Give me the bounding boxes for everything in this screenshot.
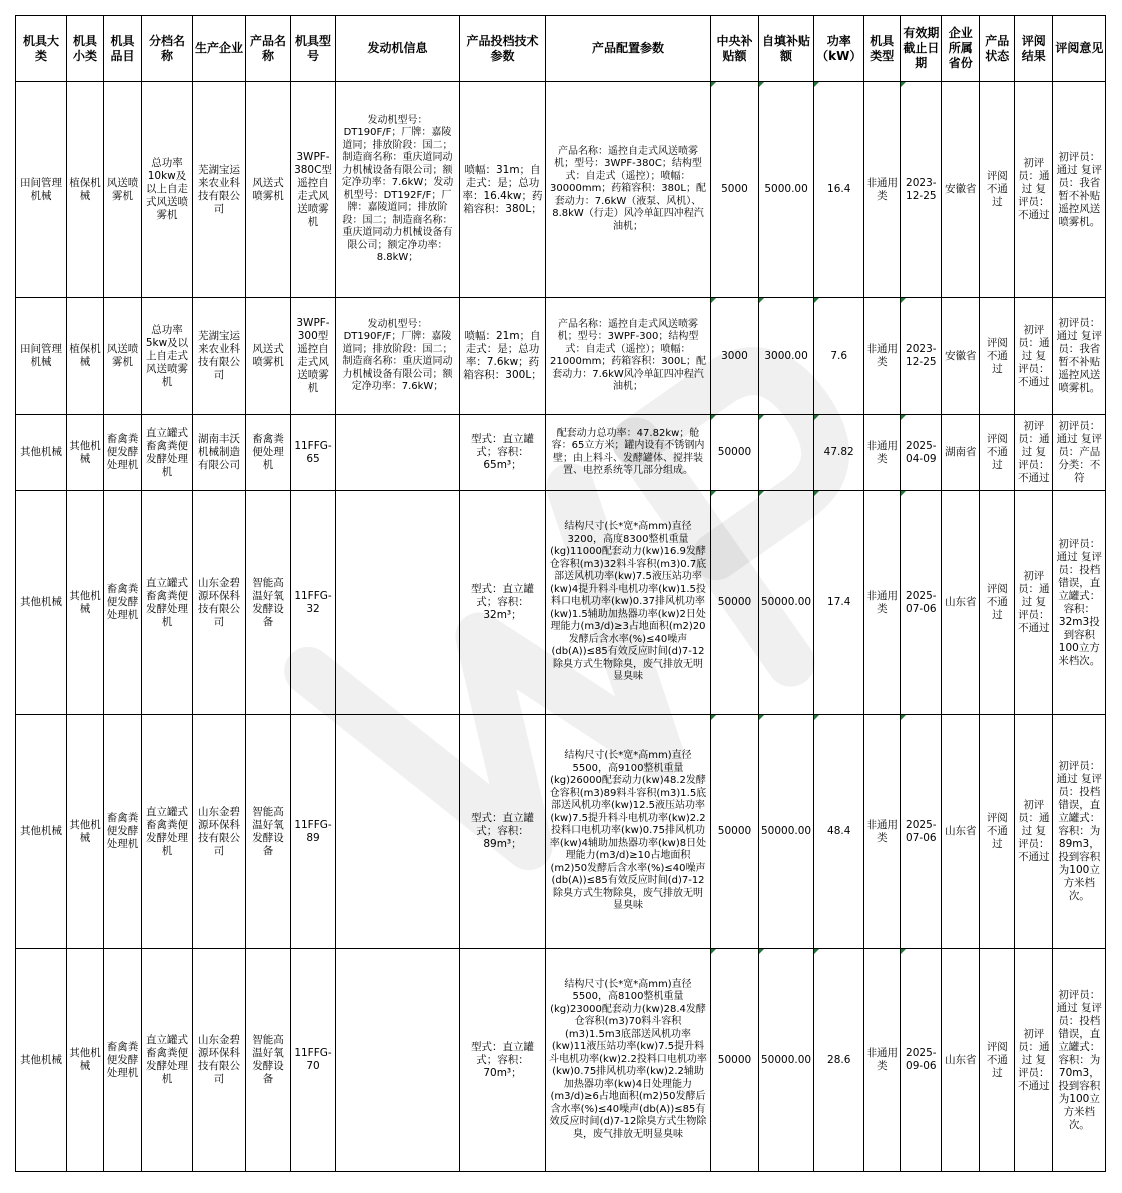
category-cell: 其他机械	[16, 491, 67, 715]
self-subsidy-cell: 50000.00	[759, 491, 814, 715]
manufacturer-cell: 山东金碧源环保科技有限公司	[193, 715, 246, 949]
header-cell: 功率（kW）	[814, 16, 864, 82]
tier-cell: 直立罐式畜禽粪便发酵处理机	[142, 715, 193, 949]
header-cell: 机具型号	[291, 16, 336, 82]
product-cell: 风送式喷雾机	[246, 82, 291, 298]
type-cell: 非通用类	[864, 949, 901, 1172]
header-cell: 产品状态	[980, 16, 1015, 82]
table-row	[16, 298, 1106, 415]
tier-cell: 直立罐式畜禽粪便发酵处理机	[142, 491, 193, 715]
status-cell: 评阅不通过	[980, 715, 1015, 949]
result-cell: 初评员：通过 复评员：不通过	[1015, 298, 1053, 415]
header-cell: 机具品目	[104, 16, 142, 82]
expiry-cell: 2023-12-25	[901, 298, 942, 415]
subcategory-cell: 其他机械	[67, 491, 104, 715]
model-cell: 3WPF-380C型遥控自走式风送喷雾机	[291, 82, 336, 298]
product-cell: 风送式喷雾机	[246, 298, 291, 415]
status-cell: 评阅不通过	[980, 949, 1015, 1172]
type-cell: 非通用类	[864, 415, 901, 491]
central-subsidy-cell: 50000	[711, 949, 759, 1172]
table-row	[16, 82, 1106, 298]
self-subsidy-cell: 50000.00	[759, 949, 814, 1172]
self-subsidy-cell: 3000.00	[759, 298, 814, 415]
manufacturer-cell: 湖南丰沃机械制造有限公司	[193, 415, 246, 491]
self-subsidy-cell: 5000.00	[759, 82, 814, 298]
category-cell: 其他机械	[16, 715, 67, 949]
central-subsidy-cell: 50000	[711, 715, 759, 949]
header-cell: 中央补贴额	[711, 16, 759, 82]
manufacturer-cell: 芜湖宝运来农业科技有限公司	[193, 82, 246, 298]
central-subsidy-cell: 5000	[711, 82, 759, 298]
model-cell: 3WPF-300型遥控自走式风送喷雾机	[291, 298, 336, 415]
power-cell: 28.6	[814, 949, 864, 1172]
item-cell: 畜禽粪便发酵处理机	[104, 415, 142, 491]
tech-params-cell: 喷幅：21m；自走式：是；总功率：7.6kw；药箱容积：300L；	[460, 298, 546, 415]
header-cell: 有效期截止日期	[901, 16, 942, 82]
status-cell: 评阅不通过	[980, 298, 1015, 415]
result-cell: 初评员：通过 复评员：不通过	[1015, 715, 1053, 949]
province-cell: 湖南省	[942, 415, 980, 491]
opinion-cell: 初评员：通过 复评员：投档错误，直立罐式：容积：为89m3，投到容积为100立方米档次。	[1053, 715, 1106, 949]
opinion-cell: 初评员：通过 复评员：我省暂不补贴遥控风送喷雾机。	[1053, 82, 1106, 298]
subcategory-cell: 植保机械	[67, 82, 104, 298]
product-cell: 智能高温好氧发酵设备	[246, 715, 291, 949]
tech-params-cell: 喷幅：31m；自走式：是；总功率：16.4kw；药箱容积：380L；	[460, 82, 546, 298]
model-cell: 11FFG-32	[291, 491, 336, 715]
tech-params-cell: 型式：直立罐式；容积：89m³；	[460, 715, 546, 949]
item-cell: 风送喷雾机	[104, 82, 142, 298]
province-cell: 山东省	[942, 949, 980, 1172]
header-cell: 自填补贴额	[759, 16, 814, 82]
opinion-cell: 初评员：通过 复评员：我省暂不补贴遥控风送喷雾机。	[1053, 298, 1106, 415]
engine-cell: 发动机型号：DT190F/F；厂牌：嘉陵道同；排放阶段：国二；制造商名称：重庆道同动力机械设备有限公司；额定净功率：7.6kW；	[336, 298, 460, 415]
type-cell: 非通用类	[864, 82, 901, 298]
power-cell: 7.6	[814, 298, 864, 415]
status-cell: 评阅不通过	[980, 491, 1015, 715]
config-params-cell: 结构尺寸(长*宽*高mm)直径5500，高8100整机重量(kg)23000配套动力(kw)28.4发酵仓容积(m3)70料斗容积(m3)1.5m3底部送风机功率(kw)11液压站功率(kw)7.5提升料斗电机功率(kw)2.2投料口电机功率(kw)0.75排风机功率(kw)2.2辅助加热器功率(kw)4日处理能力(m3/d)≥6占地面积(m2)50发酵后含水率(%)≤40噪声(db(A))≤85有效反应时间(d)7-12除臭方式生物除臭，废气排放无明显臭味	[546, 949, 711, 1172]
status-cell: 评阅不通过	[980, 82, 1015, 298]
expiry-cell: 2025-07-06	[901, 491, 942, 715]
header-cell: 企业所属省份	[942, 16, 980, 82]
province-cell: 安徽省	[942, 298, 980, 415]
subcategory-cell: 其他机械	[67, 715, 104, 949]
type-cell: 非通用类	[864, 298, 901, 415]
header-cell: 评阅意见	[1053, 16, 1106, 82]
expiry-cell: 2025-07-06	[901, 715, 942, 949]
province-cell: 安徽省	[942, 82, 980, 298]
tier-cell: 直立罐式畜禽粪便发酵处理机	[142, 415, 193, 491]
engine-cell	[336, 491, 460, 715]
table-row	[16, 949, 1106, 1172]
result-cell: 初评员：通过 复评员：不通过	[1015, 949, 1053, 1172]
manufacturer-cell: 芜湖宝运来农业科技有限公司	[193, 298, 246, 415]
tech-params-cell: 型式：直立罐式；容积：65m³；	[460, 415, 546, 491]
result-cell: 初评员：通过 复评员：不通过	[1015, 82, 1053, 298]
product-cell: 智能高温好氧发酵设备	[246, 949, 291, 1172]
review-table	[15, 15, 1106, 1172]
header-cell: 分档名称	[142, 16, 193, 82]
engine-cell: 发动机型号：DT190F/F；厂牌：嘉陵道同；排放阶段：国二；制造商名称：重庆道同动力机械设备有限公司；额定净功率：7.6kW；发动机型号：DT192F/F；厂牌：嘉陵道同；排放阶段：国二；制造商名称：重庆道同动力机械设备有限公司；额定净功率：8.8kW；	[336, 82, 460, 298]
category-cell: 田间管理机械	[16, 82, 67, 298]
item-cell: 风送喷雾机	[104, 298, 142, 415]
header-cell: 生产企业	[193, 16, 246, 82]
self-subsidy-cell	[759, 415, 814, 491]
category-cell: 田间管理机械	[16, 298, 67, 415]
header-cell: 发动机信息	[336, 16, 460, 82]
central-subsidy-cell: 50000	[711, 491, 759, 715]
product-cell: 智能高温好氧发酵设备	[246, 491, 291, 715]
config-params-cell: 配套动力总功率：47.82kw；舱容：65立方米；罐内设有不锈钢内壁；由上料斗、发酵罐体、搅拌装置、电控系统等几部分组成。	[546, 415, 711, 491]
category-cell: 其他机械	[16, 949, 67, 1172]
item-cell: 畜禽粪便发酵处理机	[104, 715, 142, 949]
model-cell: 11FFG-89	[291, 715, 336, 949]
config-params-cell: 结构尺寸(长*宽*高mm)直径3200，高度8300整机重量(kg)11000配套动力(kw)16.9发酵仓容积(m3)32料斗容积(m3)0.7底部送风机功率(kw)7.5液压站功率(kw)4提升料斗电机功率(kw)1.5投料口电机功率(kw)0.37排风机功率(kw)1.5辅助加热器功率(kw)2日处理能力(m3/d)≥3占地面积(m2)20发酵后含水率(%)≤40噪声(db(A))≤85有效反应时间(d)7-12除臭方式生物除臭，废气排放无明显臭味	[546, 491, 711, 715]
header-cell: 产品名称	[246, 16, 291, 82]
table-row	[16, 491, 1106, 715]
config-params-cell: 产品名称：遥控自走式风送喷雾机；型号：3WPF-300；结构型式：自走式（遥控）；喷幅：21000mm；药箱容积：300L；配套动力：7.6kW风冷单缸四冲程汽油机；	[546, 298, 711, 415]
power-cell: 16.4	[814, 82, 864, 298]
engine-cell	[336, 415, 460, 491]
item-cell: 畜禽粪便发酵处理机	[104, 949, 142, 1172]
subcategory-cell: 植保机械	[67, 298, 104, 415]
power-cell: 48.4	[814, 715, 864, 949]
central-subsidy-cell: 3000	[711, 298, 759, 415]
header-cell: 机具大类	[16, 16, 67, 82]
opinion-cell: 初评员：通过 复评员：投档错误，直立罐式：容积：为70m3，投到容积为100立方米档次。	[1053, 949, 1106, 1172]
type-cell: 非通用类	[864, 491, 901, 715]
engine-cell	[336, 949, 460, 1172]
model-cell: 11FFG-65	[291, 415, 336, 491]
province-cell: 山东省	[942, 491, 980, 715]
model-cell: 11FFG-70	[291, 949, 336, 1172]
power-cell: 17.4	[814, 491, 864, 715]
header-cell: 机具类型	[864, 16, 901, 82]
header-cell: 机具小类	[67, 16, 104, 82]
province-cell: 山东省	[942, 715, 980, 949]
tier-cell: 直立罐式畜禽粪便发酵处理机	[142, 949, 193, 1172]
table-row	[16, 415, 1106, 491]
subcategory-cell: 其他机械	[67, 415, 104, 491]
expiry-cell: 2025-09-06	[901, 949, 942, 1172]
header-row	[16, 16, 1106, 82]
config-params-cell: 结构尺寸(长*宽*高mm)直径5500，高9100整机重量(kg)26000配套动力(kw)48.2发酵仓容积(m3)89料斗容积(m3)1.5底部送风机功率(kw)12.5液压站功率(kw)7.5提升料斗电机功率(kw)2.2投料口电机功率(kw)0.75排风机功率(kw)4辅助加热器功率(kw)8日处理能力(m3/d)≥10占地面积(m2)50发酵后含水率(%)≤40噪声(db(A))≤85有效反应时间(d)7-12除臭方式生物除臭，废气排放无明显臭味	[546, 715, 711, 949]
result-cell: 初评员：通过 复评员：不通过	[1015, 491, 1053, 715]
manufacturer-cell: 山东金碧源环保科技有限公司	[193, 949, 246, 1172]
category-cell: 其他机械	[16, 415, 67, 491]
status-cell: 评阅不通过	[980, 415, 1015, 491]
tier-cell: 总功率10kw及以上自走式风送喷雾机	[142, 82, 193, 298]
opinion-cell: 初评员：通过 复评员：投档错误，直立罐式：容积：32m3投到容积100立方米档次。	[1053, 491, 1106, 715]
table-row	[16, 715, 1106, 949]
product-cell: 畜禽粪便处理机	[246, 415, 291, 491]
config-params-cell: 产品名称：遥控自走式风送喷雾机；型号：3WPF-380C；结构型式：自走式（遥控）；喷幅：30000mm；药箱容积：380L；配套动力：7.6kW（液泵、风机）、8.8kW（行走）风冷单缸四冲程汽油机；	[546, 82, 711, 298]
result-cell: 初评员：通过 复评员：不通过	[1015, 415, 1053, 491]
item-cell: 畜禽粪便发酵处理机	[104, 491, 142, 715]
power-cell: 47.82	[814, 415, 864, 491]
tech-params-cell: 型式：直立罐式；容积：32m³；	[460, 491, 546, 715]
opinion-cell: 初评员：通过 复评员：产品分类：不符	[1053, 415, 1106, 491]
manufacturer-cell: 山东金碧源环保科技有限公司	[193, 491, 246, 715]
expiry-cell: 2023-12-25	[901, 82, 942, 298]
type-cell: 非通用类	[864, 715, 901, 949]
expiry-cell: 2025-04-09	[901, 415, 942, 491]
header-cell: 产品投档技术参数	[460, 16, 546, 82]
engine-cell	[336, 715, 460, 949]
central-subsidy-cell: 50000	[711, 415, 759, 491]
header-cell: 评阅结果	[1015, 16, 1053, 82]
subcategory-cell: 其他机械	[67, 949, 104, 1172]
tier-cell: 总功率5kw及以上自走式风送喷雾机	[142, 298, 193, 415]
header-cell: 产品配置参数	[546, 16, 711, 82]
tech-params-cell: 型式：直立罐式；容积：70m³；	[460, 949, 546, 1172]
self-subsidy-cell: 50000.00	[759, 715, 814, 949]
